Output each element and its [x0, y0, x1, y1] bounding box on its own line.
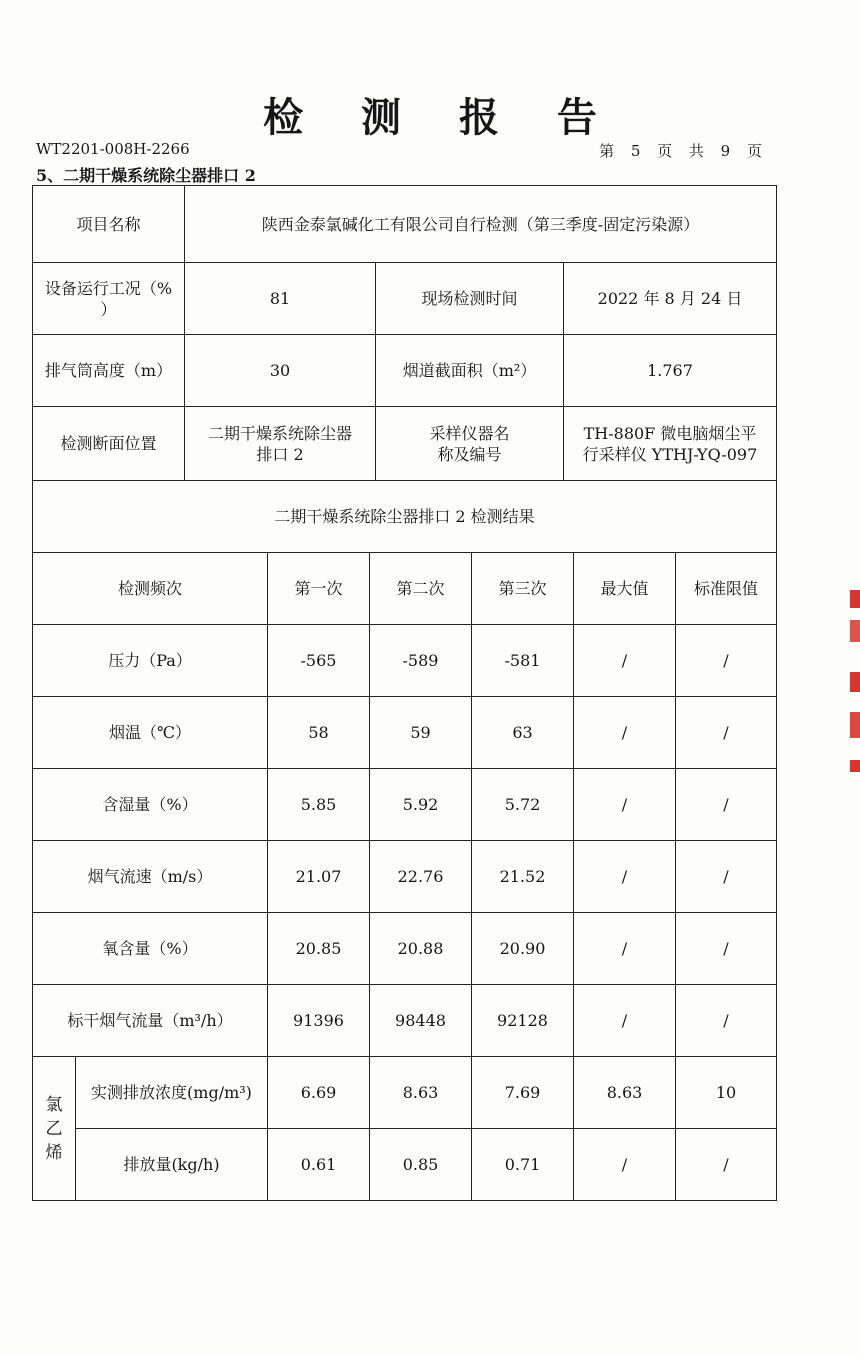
- value-cell: /: [573, 696, 676, 769]
- value-cell: 0.71: [471, 1128, 574, 1201]
- value-cell: /: [573, 624, 676, 697]
- value-cell: 20.90: [471, 912, 574, 985]
- value-cell: 20.88: [369, 912, 472, 985]
- row-label: 氧含量（%）: [32, 912, 268, 985]
- operating-condition-value: 81: [184, 262, 376, 335]
- value-cell: /: [675, 984, 777, 1057]
- value-cell: 59: [369, 696, 472, 769]
- row-label: 烟温（℃）: [32, 696, 268, 769]
- value-cell: /: [675, 912, 777, 985]
- value-cell: 5.72: [471, 768, 574, 841]
- header-cell: 第三次: [471, 552, 574, 625]
- stack-height-label: 排气筒高度（m）: [32, 334, 185, 407]
- value-cell: /: [573, 984, 676, 1057]
- value-cell: /: [573, 1128, 676, 1201]
- value-cell: /: [675, 696, 777, 769]
- header-cell: 第二次: [369, 552, 472, 625]
- row-label: 含湿量（%）: [32, 768, 268, 841]
- value-cell: -581: [471, 624, 574, 697]
- row-label: 排放量(kg/h): [75, 1128, 268, 1201]
- value-cell: -565: [267, 624, 370, 697]
- value-cell: 0.61: [267, 1128, 370, 1201]
- position-label: 检测断面位置: [32, 406, 185, 481]
- row-label: 压力（Pa）: [32, 624, 268, 697]
- seal-stamp-edge: [850, 760, 860, 772]
- value-cell: /: [675, 1128, 777, 1201]
- project-name-label: 项目名称: [32, 185, 185, 263]
- header-cell: 标准限值: [675, 552, 777, 625]
- value-cell: /: [675, 624, 777, 697]
- duct-area-value: 1.767: [563, 334, 777, 407]
- sampling-time-value: 2022 年 8 月 24 日: [563, 262, 777, 335]
- sampling-time-label: 现场检测时间: [375, 262, 564, 335]
- stack-height-value: 30: [184, 334, 376, 407]
- pollutant-name: 氯乙烯: [32, 1056, 76, 1201]
- report-number: WT2201-008H-2266: [36, 140, 190, 158]
- seal-stamp-edge: [850, 590, 860, 608]
- section-heading: 5、二期干燥系统除尘器排口 2: [36, 166, 256, 185]
- value-cell: /: [573, 768, 676, 841]
- row-label: 实测排放浓度(mg/m³): [75, 1056, 268, 1129]
- value-cell: 8.63: [369, 1056, 472, 1129]
- value-cell: 21.07: [267, 840, 370, 913]
- value-cell: 98448: [369, 984, 472, 1057]
- position-value: 二期干燥系统除尘器排口 2: [184, 406, 376, 481]
- report-table: [32, 185, 777, 1201]
- header-cell: 检测频次: [32, 552, 268, 625]
- value-cell: /: [675, 768, 777, 841]
- page-info: 第 5 页 共 9 页: [599, 142, 762, 160]
- value-cell: /: [573, 840, 676, 913]
- value-cell: 10: [675, 1056, 777, 1129]
- value-cell: 0.85: [369, 1128, 472, 1201]
- value-cell: 21.52: [471, 840, 574, 913]
- value-cell: 6.69: [267, 1056, 370, 1129]
- duct-area-label: 烟道截面积（m²）: [375, 334, 564, 407]
- value-cell: 22.76: [369, 840, 472, 913]
- row-label: 烟气流速（m/s）: [32, 840, 268, 913]
- value-cell: 5.85: [267, 768, 370, 841]
- seal-stamp-edge: [850, 712, 860, 738]
- value-cell: 91396: [267, 984, 370, 1057]
- seal-stamp-edge: [850, 620, 860, 642]
- seal-stamp-edge: [850, 672, 860, 692]
- instrument-value: TH-880F 微电脑烟尘平行采样仪 YTHJ-YQ-097: [563, 406, 777, 481]
- value-cell: -589: [369, 624, 472, 697]
- value-cell: 92128: [471, 984, 574, 1057]
- header-cell: 最大值: [573, 552, 676, 625]
- value-cell: 63: [471, 696, 574, 769]
- operating-condition-label: 设备运行工况（% ）: [32, 262, 185, 335]
- value-cell: 20.85: [267, 912, 370, 985]
- value-cell: 8.63: [573, 1056, 676, 1129]
- header-cell: 第一次: [267, 552, 370, 625]
- value-cell: 7.69: [471, 1056, 574, 1129]
- results-title: 二期干燥系统除尘器排口 2 检测结果: [32, 480, 777, 553]
- instrument-label: 采样仪器名称及编号: [375, 406, 564, 481]
- value-cell: 5.92: [369, 768, 472, 841]
- value-cell: 58: [267, 696, 370, 769]
- row-label: 标干烟气流量（m³/h）: [32, 984, 268, 1057]
- report-title: 检 测 报 告: [263, 94, 619, 141]
- value-cell: /: [573, 912, 676, 985]
- value-cell: /: [675, 840, 777, 913]
- project-name-value: 陕西金泰氯碱化工有限公司自行检测（第三季度-固定污染源）: [184, 185, 777, 263]
